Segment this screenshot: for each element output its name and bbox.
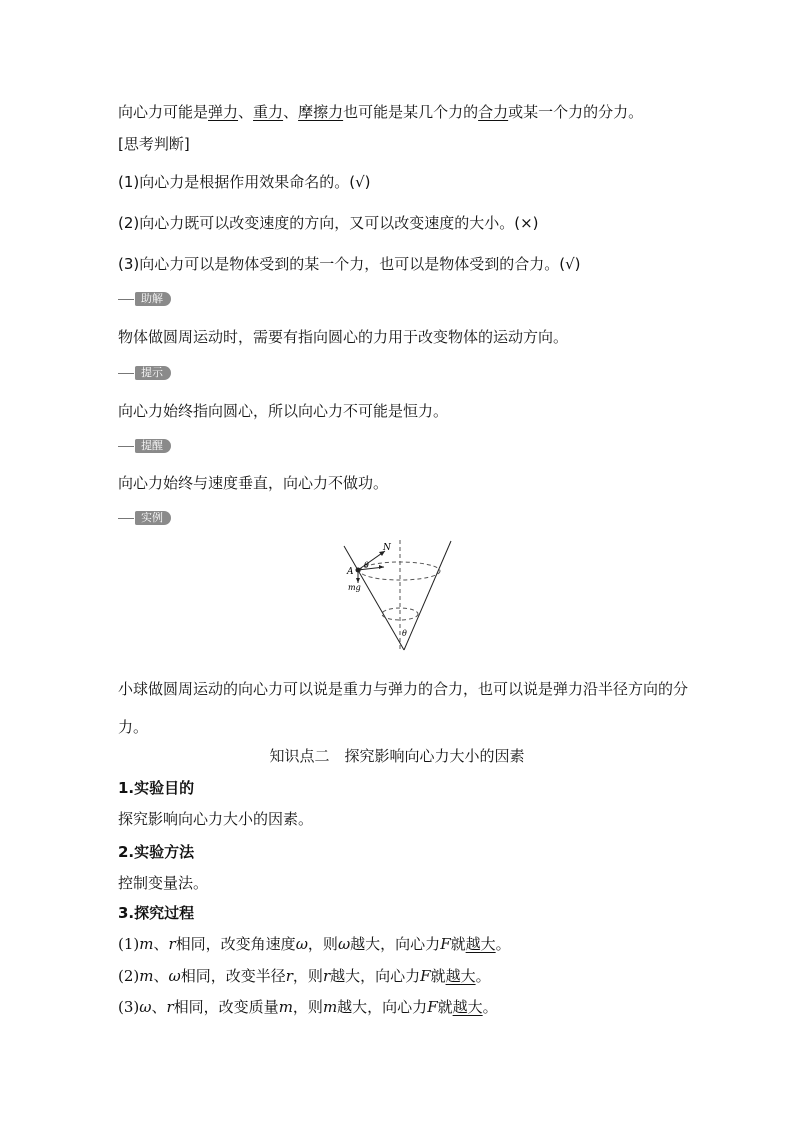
tag-label: 提示 bbox=[135, 366, 171, 380]
section-title: 知识点二 探究影响向心力大小的因素 bbox=[269, 747, 525, 765]
variable: r bbox=[168, 935, 176, 953]
intro-suffix: 或某一个力的分力。 bbox=[508, 103, 644, 121]
judgment-3: (3)向心力可以是物体受到的某一个力，也可以是物体受到的合力。(√) bbox=[118, 255, 581, 273]
variable: F bbox=[440, 935, 451, 953]
answer-gravity: 重力 bbox=[253, 103, 284, 121]
step-text: 相同，改变质量 bbox=[173, 998, 279, 1016]
variable: F bbox=[427, 998, 438, 1016]
think-judge-title: [思考判断] bbox=[118, 135, 190, 153]
tag-dash bbox=[118, 373, 134, 374]
answer-resultant-force: 合力 bbox=[478, 103, 509, 121]
label-theta-top: θ bbox=[364, 561, 369, 570]
variable: r bbox=[322, 967, 331, 985]
process-step-2 bbox=[118, 966, 704, 986]
step-text: 。 bbox=[495, 935, 511, 953]
variable: ω bbox=[337, 935, 351, 953]
answer-blank: 越大 bbox=[465, 935, 496, 953]
variable: ω bbox=[139, 998, 152, 1016]
cone-right-wall bbox=[404, 541, 451, 650]
process-step-3 bbox=[118, 997, 704, 1017]
step-text: 就 bbox=[430, 967, 446, 985]
step-text: 就 bbox=[437, 998, 453, 1016]
step-text: 相同，改变半径 bbox=[180, 967, 286, 985]
judgment-1: (1)向心力是根据作用效果命名的。(√) bbox=[118, 173, 371, 191]
step-text: 越大，向心力 bbox=[337, 998, 428, 1016]
separator: 、 bbox=[151, 998, 167, 1016]
step-number: (2) bbox=[118, 967, 140, 985]
cone-diagram bbox=[338, 538, 458, 658]
variable: r bbox=[166, 998, 174, 1016]
answer-elastic-force: 弹力 bbox=[208, 103, 239, 121]
note-tag-reminder bbox=[118, 438, 171, 454]
method-text: 控制变量法。 bbox=[118, 874, 209, 892]
label-mg: mg bbox=[348, 583, 361, 592]
label-n: N bbox=[383, 543, 391, 553]
variable: m bbox=[278, 998, 293, 1016]
purpose-text: 探究影响向心力大小的因素。 bbox=[118, 810, 314, 828]
tag-dash bbox=[118, 518, 134, 519]
variable: m bbox=[139, 967, 154, 985]
purpose-title: 1.实验目的 bbox=[118, 779, 195, 797]
process-step-1 bbox=[118, 934, 704, 954]
process-title: 3.探究过程 bbox=[118, 904, 195, 922]
variable: ω bbox=[295, 935, 308, 953]
note-help-text: 物体做圆周运动时，需要有指向圆心的力用于改变物体的运动方向。 bbox=[118, 328, 569, 346]
note-hint-text: 向心力始终指向圆心，所以向心力不可能是恒力。 bbox=[118, 402, 449, 420]
step-text: 。 bbox=[475, 967, 491, 985]
step-text: 。 bbox=[482, 998, 498, 1016]
note-reminder-text: 向心力始终与速度垂直，向心力不做功。 bbox=[118, 474, 389, 492]
separator: 、 bbox=[153, 935, 169, 953]
variable: r bbox=[285, 967, 293, 985]
note-tag-hint bbox=[118, 365, 171, 381]
answer-blank: 越大 bbox=[452, 998, 483, 1016]
step-text: ，则 bbox=[307, 935, 338, 953]
step-text: 就 bbox=[450, 935, 466, 953]
label-a: A bbox=[347, 567, 354, 577]
separator: 、 bbox=[238, 103, 254, 121]
separator: 、 bbox=[153, 967, 169, 985]
answer-blank: 越大 bbox=[445, 967, 476, 985]
judgment-2: (2)向心力既可以改变速度的方向，又可以改变速度的大小。(×) bbox=[118, 214, 539, 232]
tag-label: 提醒 bbox=[135, 439, 171, 453]
tag-dash bbox=[118, 299, 134, 300]
step-text: 相同，改变角速度 bbox=[175, 935, 296, 953]
intro-middle: 也可能是某几个力的 bbox=[343, 103, 479, 121]
arrowhead bbox=[379, 565, 384, 569]
step-number: (1) bbox=[118, 935, 140, 953]
note-tag-help bbox=[118, 291, 171, 307]
variable: m bbox=[322, 998, 338, 1016]
method-title: 2.实验方法 bbox=[118, 843, 195, 861]
label-theta-bottom: θ bbox=[402, 629, 407, 638]
example-text: 小球做圆周运动的向心力可以说是重力与弹力的合力，也可以说是弹力沿半径方向的分力。 bbox=[118, 680, 689, 736]
step-text: ，则 bbox=[292, 998, 323, 1016]
separator: 、 bbox=[283, 103, 299, 121]
step-text: 越大，向心力 bbox=[350, 935, 441, 953]
step-text: 越大，向心力 bbox=[330, 967, 421, 985]
answer-friction: 摩擦力 bbox=[298, 103, 344, 121]
tag-label: 助解 bbox=[135, 292, 171, 306]
variable: F bbox=[420, 967, 431, 985]
step-number: (3) bbox=[118, 998, 140, 1016]
step-text: ，则 bbox=[292, 967, 323, 985]
variable: m bbox=[139, 935, 154, 953]
variable: ω bbox=[168, 967, 181, 985]
note-tag-example bbox=[118, 510, 171, 526]
intro-prefix: 向心力可能是 bbox=[118, 103, 209, 121]
tag-label: 实例 bbox=[135, 511, 171, 525]
intro-sentence bbox=[118, 102, 704, 122]
tag-dash bbox=[118, 446, 134, 447]
